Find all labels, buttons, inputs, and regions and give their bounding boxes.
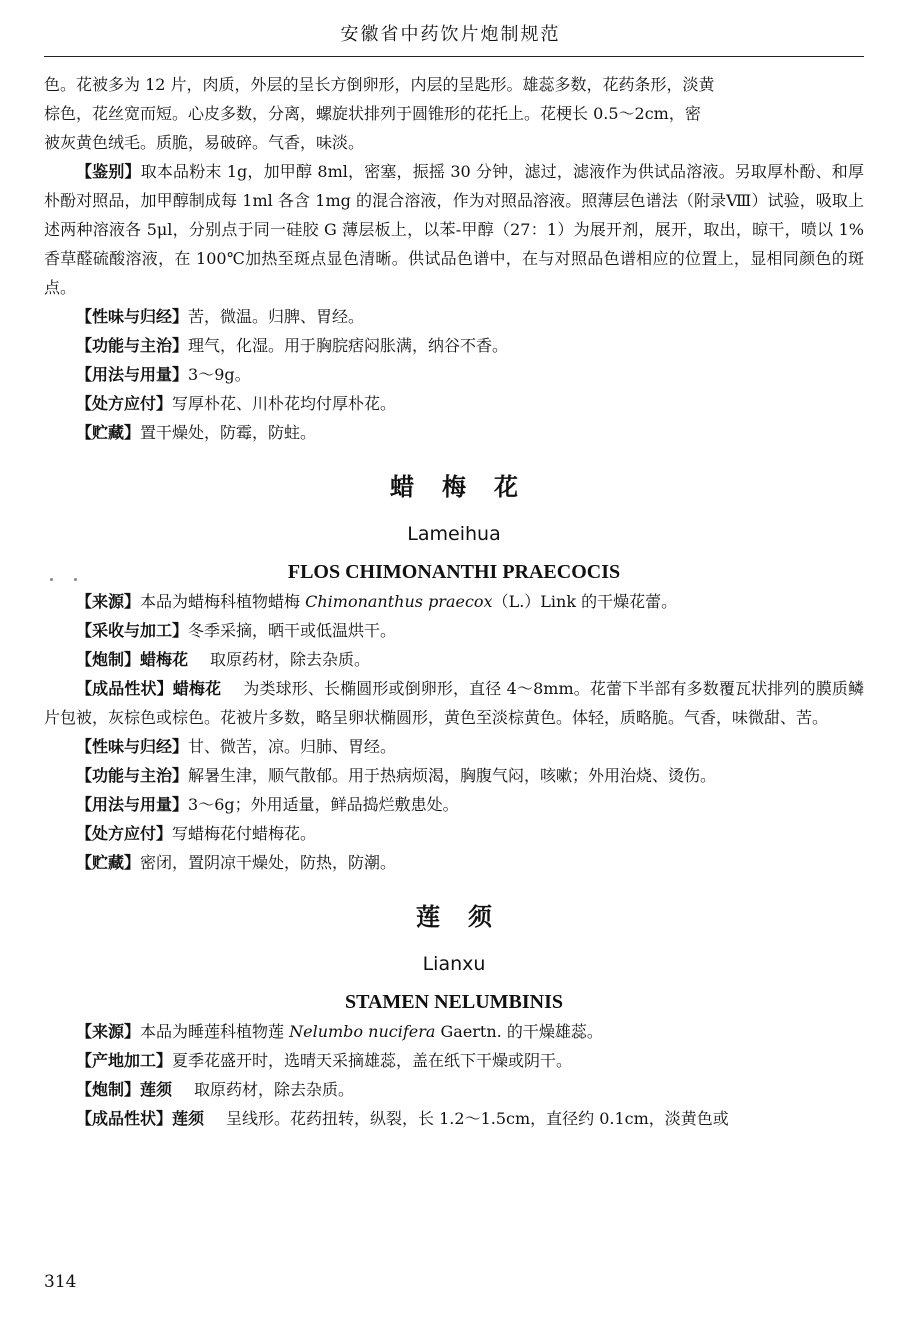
property-text: 写蜡梅花付蜡梅花。 [172,824,317,843]
property-item [44,819,864,848]
traits-keyword: 蜡梅花 [172,679,222,698]
herb-title: 莲须 [416,903,520,931]
property-text: 写厚朴花、川朴花均付厚朴花。 [172,394,397,413]
species-name: Chimonanthus praecox [305,592,493,611]
scan-speck [50,578,53,581]
property-item [44,302,864,331]
property-label: 【功能与主治】 [76,336,189,355]
traits-label: 【成品性状】 [76,679,173,698]
source-label: 【来源】 [76,592,141,611]
traits-label: 【成品性状】 [76,1109,173,1128]
identification-text: 取本品粉末 1g，加甲醇 8ml，密塞，振摇 30 分钟，滤过，滤液作为供试品溶液。另取厚朴酚、和厚朴酚对照品，加甲醇制成每 1ml 各含 1mg 的混合溶液，作为对照品溶液。照薄层色谱法（附录Ⅷ）试验，吸取上述两种溶液各 5μl，分别点于同一硅胶 G 薄层板上，以苯-甲醇（27：1）为展开剂，展开，取出，晾干，喷以 1%香草醛硫酸溶液，在 100℃加热至斑点显色清晰。供试品色谱中，在与对照品色谱相应的位置上，显相同颜色的斑点。 [44,162,864,297]
running-head: 安徽省中药饮片炮制规范 [340,24,561,45]
property-text: 理气，化湿。用于胸脘痞闷胀满，纳谷不香。 [188,336,509,355]
herb-pinyin: Lameihua [407,523,501,545]
property-item [44,389,864,418]
herb-pinyin: Lianxu [422,953,486,975]
property-label: 【用法与用量】 [76,365,189,384]
property-item [44,790,864,819]
herb-latin-name: STAMEN NELUMBINIS [345,991,563,1013]
property-item [44,761,864,790]
herb-title: 蜡梅花 [390,473,546,501]
property-text: 解暑生津，顺气散郁。用于热病烦渴，胸腹气闷，咳嗽；外用治烧、烫伤。 [188,766,717,785]
description-line: 棕色，花丝宽而短。心皮多数，分离，螺旋状排列于圆锥形的花托上。花梗长 0.5～2cm，密 [44,104,701,123]
property-item [44,418,864,447]
description-line: 被灰黄色绒毛。质脆，易破碎。气香，味淡。 [44,133,365,152]
processing-keyword: 莲须 [140,1080,173,1099]
identification-label: 【鉴别】 [76,162,141,181]
scan-speck [74,578,77,581]
source-label: 【来源】 [76,1022,141,1041]
property-label: 【用法与用量】 [76,795,189,814]
collection-label: 【采收与加工】 [76,621,189,640]
property-label: 【贮藏】 [76,853,141,872]
property-label: 【性味与归经】 [76,307,189,326]
collection-item: 【采收与加工】冬季采摘，晒干或低温烘干。 [76,621,397,640]
traits-paragraph: 【成品性状】蜡梅花 为类球形、长椭圆形或倒卵形，直径 4～8mm。花蕾下半部有多数覆瓦状排列的膜质鳞片包被，灰棕色或棕色。花被片多数，略呈卵状椭圆形，黄色至淡棕黄色。体轻，质略脆。气香，味微甜、苦。 [44,679,864,727]
processing-item: 【炮制】蜡梅花 取原药材，除去杂质。 [76,650,371,669]
species-name: Nelumbo nucifera [289,1022,436,1041]
property-text: 密闭，置阴凉干燥处，防热，防潮。 [140,853,397,872]
source-item: 【来源】本品为蜡梅科植物蜡梅 Chimonanthus praecox（L.）Link 的干燥花蕾。 [76,592,678,611]
property-item [44,331,864,360]
header-rule [44,56,864,57]
processing-item: 【炮制】莲须 取原药材，除去杂质。 [76,1080,355,1099]
identification-paragraph [44,157,864,302]
property-text: 苦，微温。归脾、胃经。 [188,307,365,326]
collection-label: 【产地加工】 [76,1051,173,1070]
property-text: 置干燥处，防霉，防蛀。 [140,423,317,442]
page-number: 314 [44,1272,77,1292]
description-line: 色。花被多为 12 片，肉质，外层的呈长方倒卵形，内层的呈匙形。雄蕊多数，花药条形，淡黄 [44,75,715,94]
processing-label: 【炮制】 [76,1080,141,1099]
property-label: 【功能与主治】 [76,766,189,785]
collection-item: 【产地加工】夏季花盛开时，选晴天采摘雄蕊，盖在纸下干燥或阴干。 [76,1051,573,1070]
property-label: 【处方应付】 [76,394,173,413]
property-item [44,732,864,761]
page-body [44,70,864,1133]
property-label: 【处方应付】 [76,824,173,843]
property-text: 3～6g；外用适量，鲜品捣烂敷患处。 [188,795,459,814]
processing-label: 【炮制】 [76,650,141,669]
property-text: 甘、微苦，凉。归肺、胃经。 [188,737,397,756]
property-item [44,360,864,389]
processing-keyword: 蜡梅花 [140,650,189,669]
property-label: 【性味与归经】 [76,737,189,756]
herb-latin-name: FLOS CHIMONANTHI PRAECOCIS [287,561,621,583]
property-label: 【贮藏】 [76,423,141,442]
traits-keyword: 莲须 [172,1109,205,1128]
traits-paragraph: 【成品性状】莲须 呈线形。花药扭转，纵裂，长 1.2～1.5cm，直径约 0.1cm，淡黄色或 [76,1109,729,1128]
property-item [44,848,864,877]
property-text: 3～9g。 [188,365,251,384]
source-item: 【来源】本品为睡莲科植物莲 Nelumbo nucifera Gaertn. 的干燥雄蕊。 [76,1022,603,1041]
